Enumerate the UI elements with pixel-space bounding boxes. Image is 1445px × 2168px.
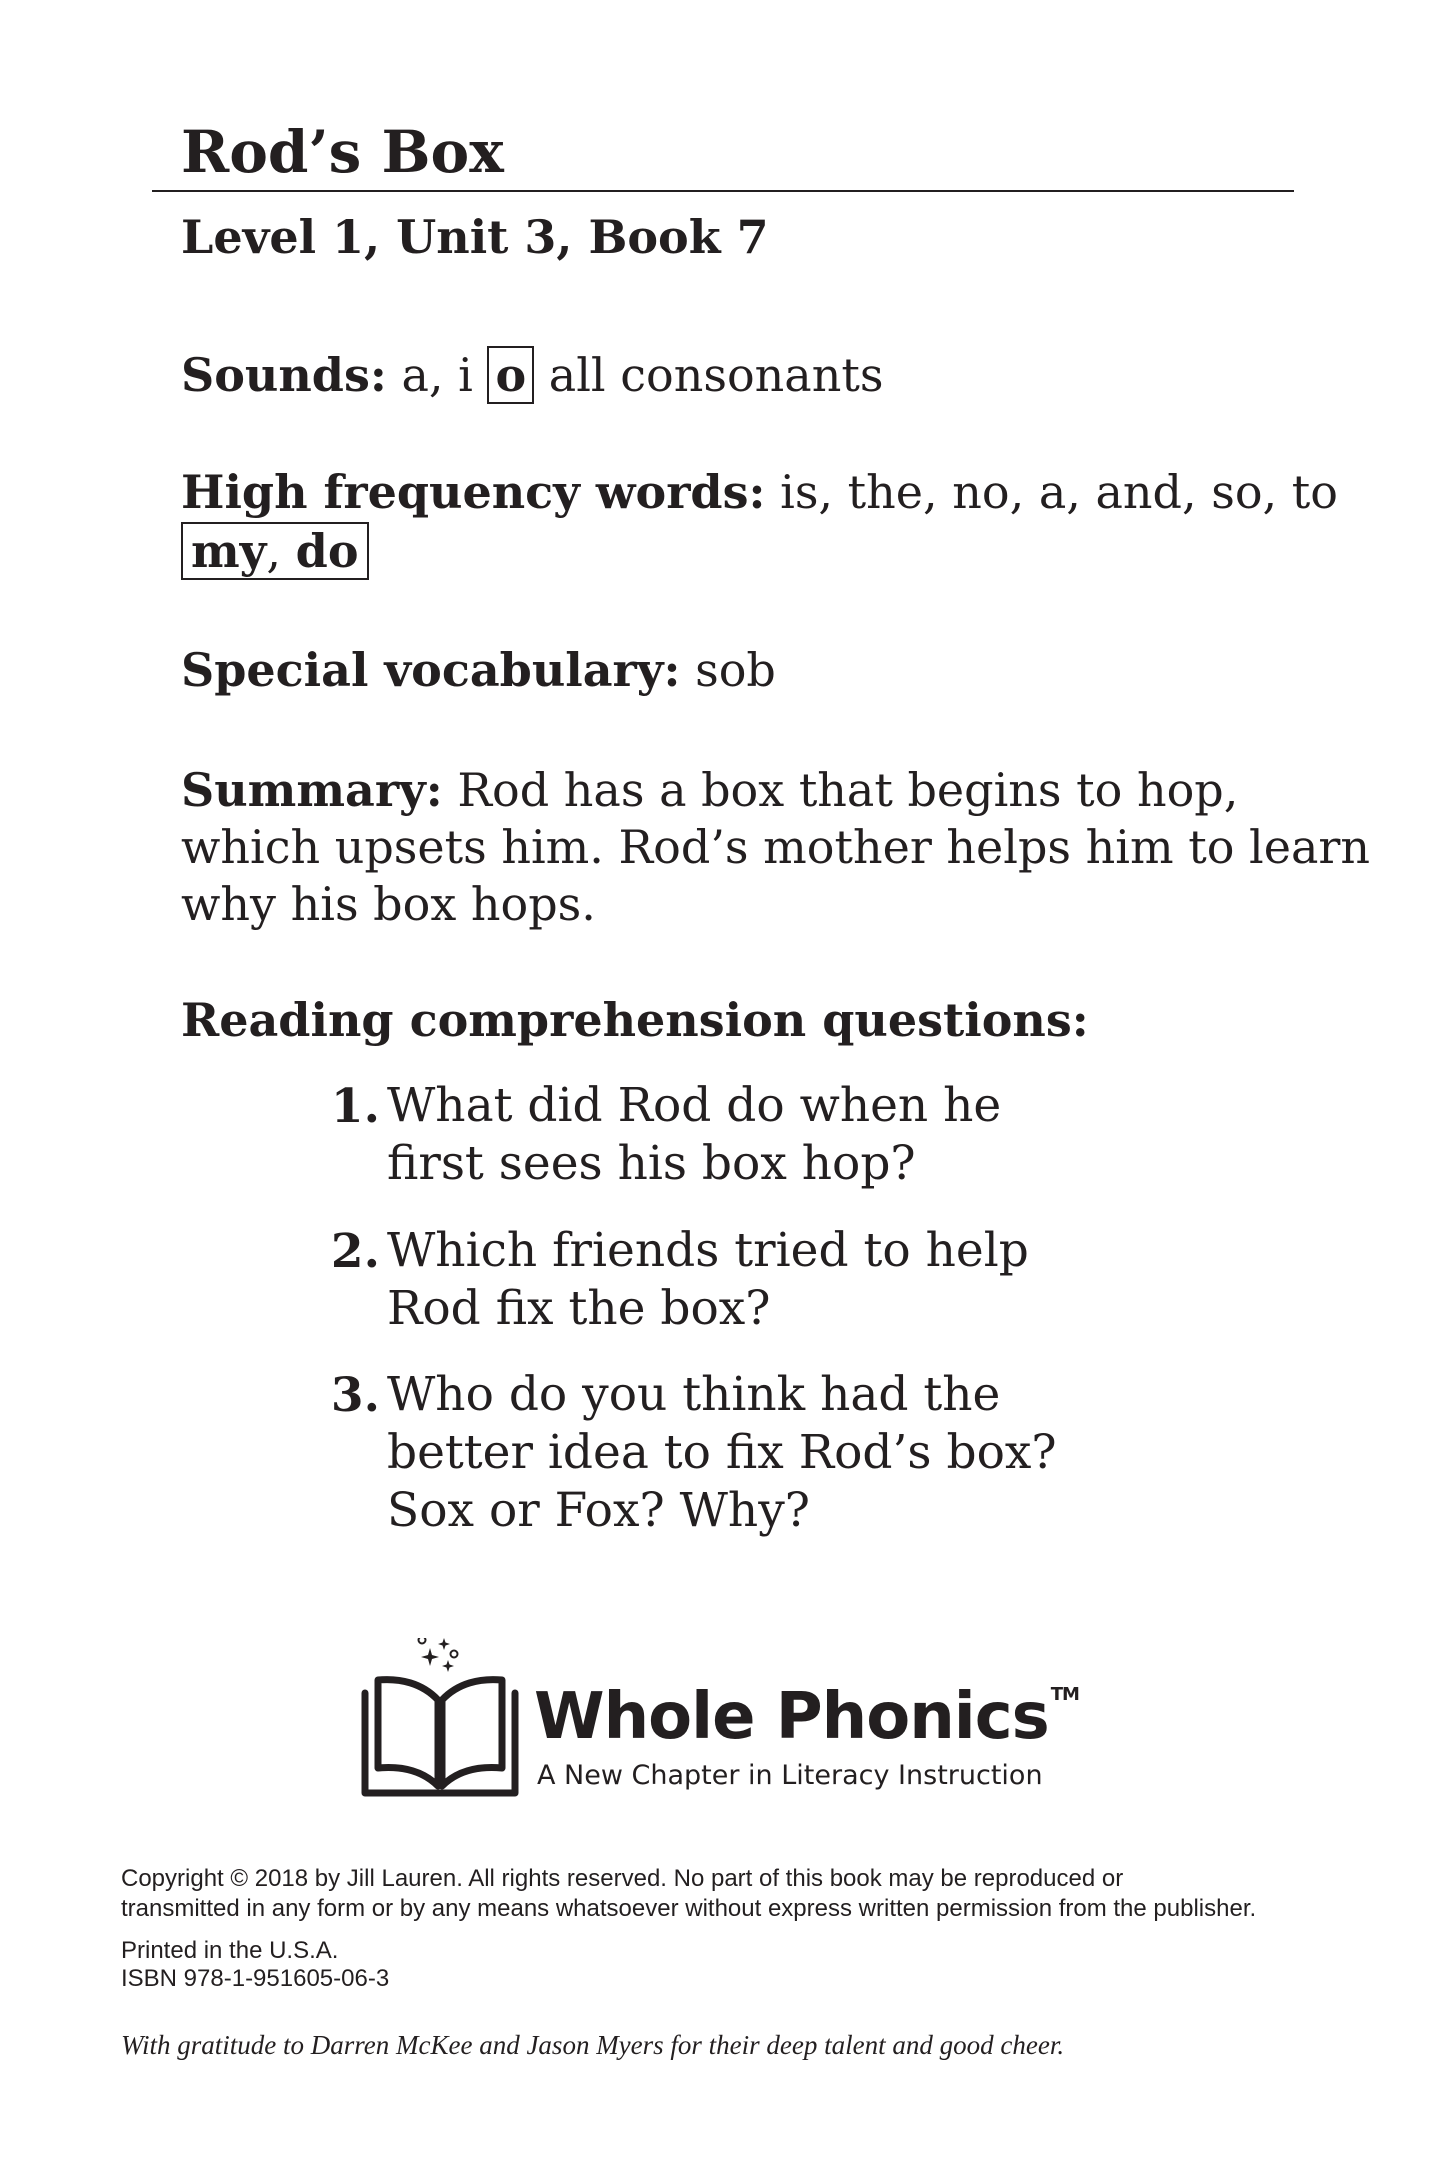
- summary-line-1: [181, 763, 1238, 817]
- question-line: Rod fix the box?: [387, 1281, 771, 1336]
- question-line: first sees his box hop?: [387, 1136, 916, 1191]
- vocab-text: sob: [695, 643, 776, 697]
- hfw-boxed-word-2: do: [295, 524, 359, 578]
- brand-tagline: A New Chapter in Literacy Instruction: [537, 1760, 1043, 1791]
- question-number: 1.: [330, 1079, 380, 1134]
- dedication: With gratitude to Darren McKee and Jason Myers for their deep talent and good cheer.: [121, 2030, 1065, 2060]
- hfw-boxed-words: [181, 522, 369, 580]
- sparkle-icon: [421, 1638, 454, 1672]
- page-title: Rod’s Box: [181, 118, 504, 186]
- hfw-text: is, the, no, a, and, so, to: [780, 465, 1338, 519]
- summary-text-1: Rod has a box that begins to hop,: [457, 763, 1239, 817]
- isbn: ISBN 978-1-951605-06-3: [121, 1965, 390, 1992]
- question-line: What did Rod do when he: [387, 1078, 1002, 1133]
- sounds-line: [181, 348, 883, 402]
- copyright-line-2: transmitted in any form or by any means whatsoever without express written permission from the publisher.: [121, 1895, 1257, 1922]
- hfw-label: High frequency words:: [181, 465, 766, 519]
- question-line: Which friends tried to help: [387, 1223, 1029, 1278]
- questions-heading: Reading comprehension questions:: [181, 993, 1089, 1047]
- question-number: 3.: [330, 1368, 380, 1423]
- hfw-line: [181, 465, 1338, 519]
- summary-line-2: which upsets him. Rod’s mother helps him to learn: [181, 820, 1371, 874]
- hfw-boxed-line: [181, 524, 369, 578]
- sounds-text-after: all consonants: [548, 348, 884, 402]
- summary-line-3: why his box hops.: [181, 877, 596, 931]
- vocab-label: Special vocabulary:: [181, 643, 681, 697]
- question-line: Who do you think had the: [387, 1367, 1001, 1422]
- title-rule: [152, 190, 1294, 192]
- sounds-text: a, i: [401, 348, 473, 402]
- question-line: Sox or Fox? Why?: [387, 1483, 810, 1538]
- question-number: 2.: [330, 1224, 380, 1279]
- brand-logo-text: Whole Phonics ™: [534, 1680, 1079, 1754]
- sounds-label: Sounds:: [181, 348, 387, 402]
- hfw-boxed-sep: ,: [266, 524, 296, 578]
- summary-label: Summary:: [181, 763, 443, 817]
- trademark-mark: TM: [1050, 1684, 1079, 1705]
- open-book-icon: [360, 1638, 520, 1808]
- vocab-line: [181, 643, 776, 697]
- question-line: better idea to fix Rod’s box?: [387, 1425, 1057, 1480]
- hfw-boxed-word-1: my: [191, 524, 267, 578]
- copyright-line-1: Copyright © 2018 by Jill Lauren. All rights reserved. No part of this book may be reproduced or: [121, 1865, 1124, 1892]
- book-level: Level 1, Unit 3, Book 7: [181, 210, 769, 264]
- printed-in: Printed in the U.S.A.: [121, 1937, 339, 1964]
- sounds-boxed-letter: o: [487, 346, 534, 404]
